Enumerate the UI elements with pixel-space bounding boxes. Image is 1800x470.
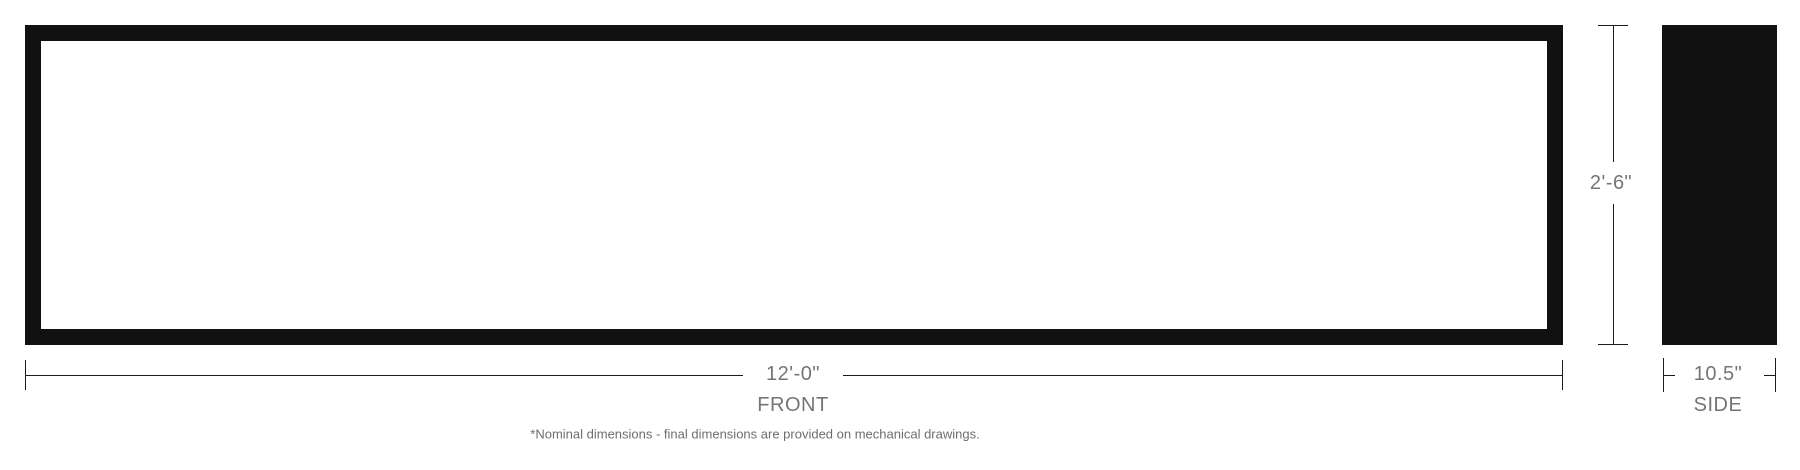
height-dim-line-top-segment: [1613, 25, 1614, 162]
height-dim-line-bottom-segment: [1613, 204, 1614, 345]
side-view-label: SIDE: [1693, 394, 1743, 416]
front-width-dim-tick-left: [25, 360, 26, 390]
footnote: *Nominal dimensions - final dimensions are provided on mechanical drawings.: [530, 426, 980, 442]
side-width-dim-label: 10.5": [1693, 363, 1743, 385]
front-width-dim-tick-right: [1562, 360, 1563, 390]
front-width-dim-line-right-segment: [843, 375, 1563, 376]
front-width-dim-label: 12'-0": [766, 363, 820, 385]
side-width-dim-stub-right: [1764, 375, 1775, 376]
front-view-label: FRONT: [757, 394, 829, 416]
front-view-panel: [25, 25, 1563, 345]
side-view-panel: [1662, 25, 1777, 345]
front-width-dim-line-left-segment: [25, 375, 743, 376]
side-width-dim-stub-left: [1664, 375, 1675, 376]
height-dim-label: 2'-6": [1589, 172, 1633, 194]
side-width-dim-tick-right: [1775, 358, 1776, 392]
